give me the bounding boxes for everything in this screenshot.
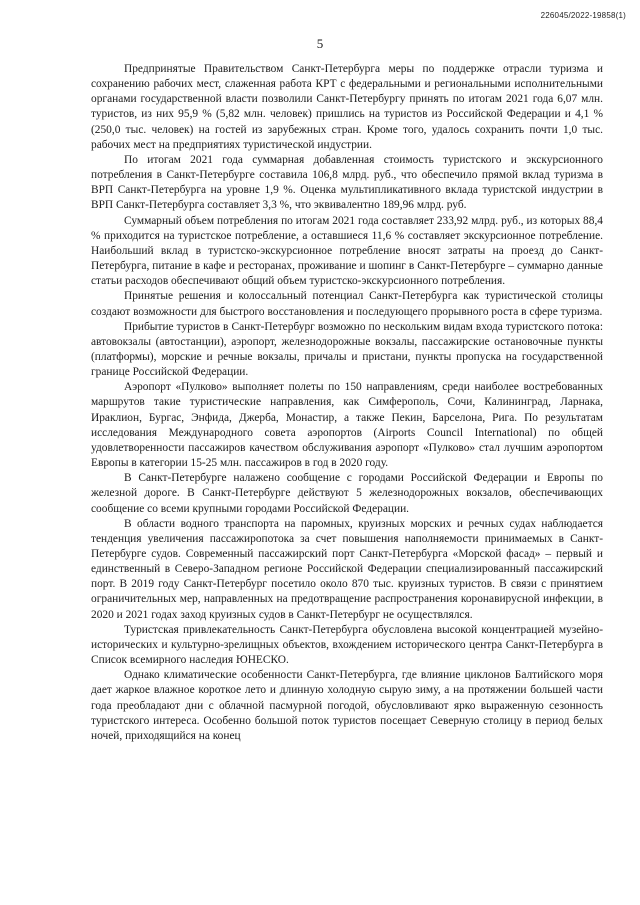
paragraph-water-transport: В области водного транспорта на паромных, круизных морских и речных судах наблюдается тенденция увеличения пассажиропотока за счет повышения наполняемости принимаемых в Санкт-Петербурге судов. Современный пассажирский порт Санкт-Петербурга «Морской фасад» – первый и единственный в Северо-Западном регионе Российской Федерации специализированный пассажирский порт. В 2019 году Санкт-Петербург посетило около 870 тыс. круизных туристов. В связи с принятием ограничительных мер, направленных на предотвращение распространения коронавирусной инфекции, в 2020 и 2021 годах заход круизных судов в Санкт-Петербург не осуществлялся.: [91, 517, 603, 621]
paragraph-tourism-support: Предпринятые Правительством Санкт-Петербурга меры по поддержке отрасли туризма и сохранению рабочих мест, слаженная работа КРТ с федеральными и региональными исполнительными органами государственной власти позволили Санкт-Петербургу принять по итогам 2021 года 6,07 млн. туристов, из них 95,9 % (5,82 млн. человек) пришлись на туристов из Российской Федерации и 4,1 % (250,0 тыс. человек) на гостей из зарубежных стран. Кроме того, удалось сохранить почти 1,0 тыс. рабочих мест на предприятиях туристической индустрии.: [91, 63, 603, 151]
paragraph-railway: В Санкт-Петербурге налажено сообщение с городами Российской Федерации и Европы по железной дороге. В Санкт-Петербурге действуют 5 железнодорожных вокзалов, обеспечивающих сообщение со всеми крупными городами Российской Федерации.: [91, 472, 603, 515]
paragraph-added-value: По итогам 2021 года суммарная добавленная стоимость туристского и экскурсионного потребления в Санкт-Петербурге составила 106,8 млрд. руб., что обеспечило прямой вклад туризма в ВРП Санкт-Петербурга на уровне 1,9 %. Оценка мультипликативного вклада туристской индустрии в ВРП Санкт-Петербурга составляет 3,3 %, что эквивалентно 189,96 млрд. руб.: [91, 153, 603, 212]
paragraph-arrival-channels: Прибытие туристов в Санкт-Петербург возможно по нескольким видам входа туристского потока: автовокзалы (автостанции), аэропорт, железнодорожные вокзалы, пассажирские остановочные пункты (платформы), морские и речные вокзалы, причалы и пристани, пункты пропуска на государственной границе Российской Федерации.: [91, 320, 603, 379]
paragraph-climate-seasonality: Однако климатические особенности Санкт-Петербурга, где влияние циклонов Балтийского моря дает жаркое влажное короткое лето и длинную холодную сырую зиму, а на протяжении большей части года преобладают дни с облачной пасмурной погодой, обусловливают ярко выраженную сезонность туристского интереса. Особенно большой поток туристов посещает Северную столицу в период белых ночей, приходящийся на конец: [91, 669, 603, 742]
paragraph-potential: Принятые решения и колоссальный потенциал Санкт-Петербурга как туристической столицы создают возможности для быстрого восстановления и последующего прорывного роста в сфере туризма.: [91, 290, 603, 318]
paragraph-consumption-volume: Суммарный объем потребления по итогам 2021 года составляет 233,92 млрд. руб., из которых 88,4 % приходится на туристское потребление, а оставшиеся 11,6 % составляет экскурсионное потребление. Наибольший вклад в туристско-экскурсионное потребление вносят затраты на проезд до Санкт-Петербурга, питание в кафе и ресторанах, проживание и шопинг в Санкт-Петербурге – суммарно данные статьи расходов обеспечивают общий объем туристско-экскурсионного потребления.: [91, 214, 603, 288]
paragraph-pulkovo-airport: Аэропорт «Пулково» выполняет полеты по 150 направлениям, среди наиболее востребованных маршрутов такие туристические направления, как Симферополь, Сочи, Калининград, Ларнака, Ираклион, Бургас, Энфида, Джерба, Монастир, а также Пекин, Барселона, Рига. По результатам исследования Международного совета аэропортов (Airports Council International) по общей удовлетворенности пассажиров качеством обслуживания аэропорт «Пулково» стал лучшим аэропортом Европы в категории 15-25 млн. пассажиров в год в 2020 году.: [91, 381, 603, 470]
paragraph-attractiveness: Туристская привлекательность Санкт-Петербурга обусловлена высокой концентрацией музейно-исторических и культурно-зрелищных объектов, вхождением исторического центра Санкт-Петербурга в Список всемирного наследия ЮНЕСКО.: [91, 623, 603, 667]
document-registration-number: 226045/2022-19858(1): [540, 11, 626, 20]
body-text: [91, 62, 603, 744]
page-number: 5: [316, 36, 324, 51]
